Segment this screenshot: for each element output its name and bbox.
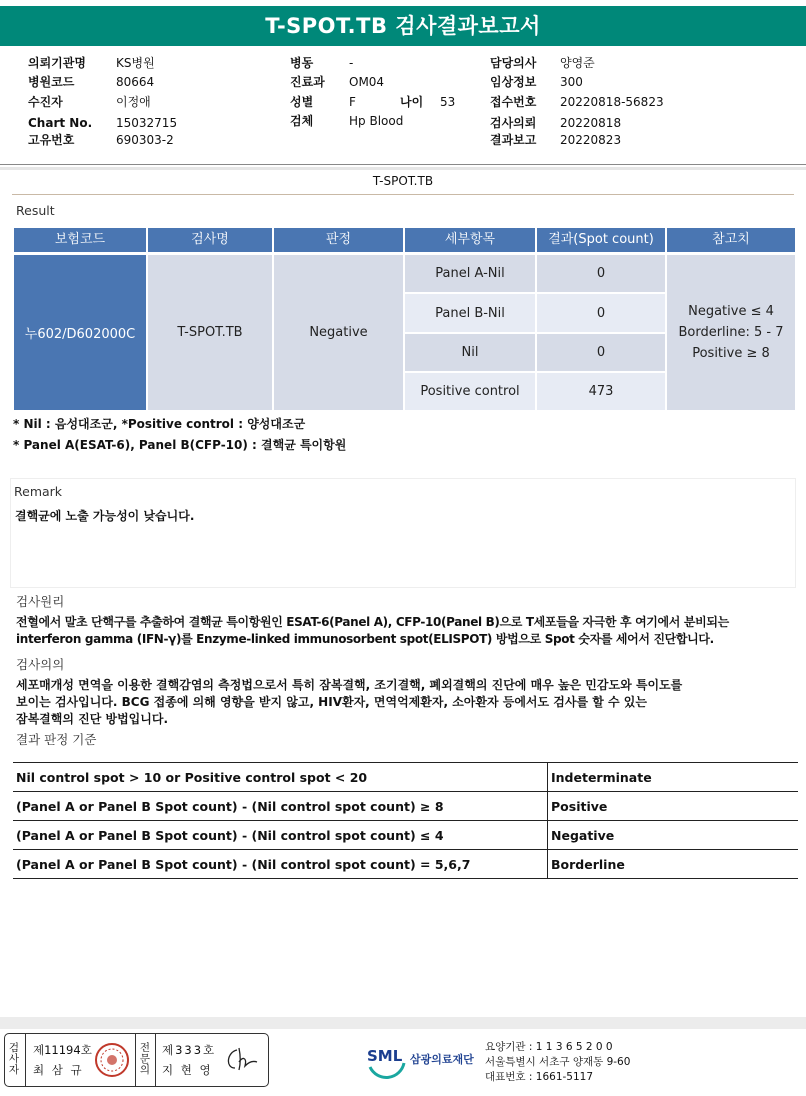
remark-box [10,478,796,588]
examiner-label [7,1043,21,1076]
examiner-seal-icon [94,1042,130,1078]
criteria-condition: (Panel A or Panel B Spot count) - (Nil control spot count) ≥ 8 [13,792,548,821]
logo-text: SML [367,1047,403,1065]
judgement-cell [274,255,403,410]
col-header-insurance-code: 보험코드 [14,228,146,252]
request-date-label: 검사의뢰 [490,116,537,130]
chart-no-value: 15032715 [116,116,178,130]
hospital-code-value: 80664 [116,75,155,89]
principle-line-1: 전혈에서 말초 단핵구를 추출하여 결핵균 특이항원인 ESAT-6(Panel A), CFP-10(Panel B)으로 T세포들을 자극한 후 여기에서 분비되는 [16,615,729,629]
signature-divider [155,1034,156,1086]
table-row [405,334,535,371]
table-row [537,373,665,410]
org-info-line-1: 요양기관 : 1 1 3 6 5 2 0 0 [485,1041,613,1053]
col-header-reference: 참고치 [667,228,795,252]
doctor-label: 담당의사 [490,56,537,70]
specimen-label: 검체 [290,114,314,128]
unique-no-label: 고유번호 [28,133,75,147]
table-row [405,294,535,332]
principle-label: 검사원리 [16,594,65,609]
table-row [405,373,535,410]
hospital-name-label: 의뢰기관명 [28,56,86,70]
significance-label: 검사의의 [16,657,65,672]
doctor-value: 양영준 [560,56,595,70]
judgement-value: Negative [309,325,368,340]
report-title: T-SPOT.TB 검사결과보고서 [0,6,806,46]
result-label: Result [16,203,55,218]
signature-divider [135,1034,136,1086]
criteria-table [13,762,798,879]
specimen-value: Hp Blood [349,114,404,128]
specialist-signature-icon [223,1044,263,1074]
report-date-value: 20220823 [560,133,622,147]
accession-no-value: 20220818-56823 [560,95,664,109]
examiner-label-text: 검사자 [8,1042,20,1076]
significance-text [16,677,682,728]
significance-line-1: 세포매개성 면역을 이용한 결핵감염의 측정법으로서 특히 잠복결핵, 조기결핵, 폐외결핵의 진단에 매우 높은 민감도와 특이도를 [16,678,683,692]
specialist-license: 제333호 [162,1043,217,1057]
request-date-value: 20220818 [560,116,622,130]
patient-label: 수진자 [28,95,63,109]
table-row [13,763,798,792]
sex-label: 성별 [290,95,314,109]
col-header-detail-item: 세부항목 [405,228,535,252]
clinical-info-label: 임상정보 [490,75,537,89]
significance-line-2: 보이는 검사입니다. BCG 접종에 의해 영향을 받지 않고, HIV환자, 면역억제환자, 소아환자 등에서도 검사를 할 수 있는 [16,695,647,709]
detail-item: Panel A-Nil [435,266,505,281]
age-label: 나이 [400,95,424,109]
org-info-line-2: 서울특별시 서초구 양재동 9-60 [485,1056,631,1068]
hospital-code-label: 병원코드 [28,75,75,89]
sex-value: F [349,95,356,109]
section-divider [12,194,794,195]
test-name-value: T-SPOT.TB [177,325,243,340]
table-row [537,294,665,332]
unique-no-value: 690303-2 [116,133,174,147]
age-value: 53 [440,95,456,109]
table-row [405,255,535,292]
test-name-cell [148,255,272,410]
clinical-info-value: 300 [560,75,583,89]
reference-positive: Positive ≥ 8 [692,346,770,361]
patient-value: 이정애 [116,95,151,109]
reference-cell [667,255,795,410]
insurance-code-value: 누602/D602000C [24,327,136,342]
org-info-line-3: 대표번호 : 1661-5117 [485,1071,594,1083]
note-nil: * Nil : 음성대조군, *Positive control : 양성대조군 [13,417,306,431]
accession-no-label: 접수번호 [490,95,537,109]
table-row [13,850,798,879]
principle-line-2: interferon gamma (IFN-γ)를 Enzyme-linked immunosorbent spot(ELISPOT) 방법으로 Spot 숫자를 세어서 진단합니다. [16,632,714,646]
examiner-name: 최 삼 규 [33,1063,84,1077]
specialist-label [138,1043,152,1076]
insurance-code-cell [14,255,146,410]
reference-negative: Negative ≤ 4 [688,304,774,319]
specialist-label-text: 전문의 [139,1042,151,1076]
criteria-condition: Nil control spot > 10 or Positive control spot < 20 [13,763,548,792]
sml-logo-icon [364,1037,408,1081]
footer-band [0,1017,806,1029]
department-value: OM04 [349,75,385,89]
criteria-condition: (Panel A or Panel B Spot count) - (Nil control spot count) = 5,6,7 [13,850,548,879]
spot-count: 0 [596,345,606,360]
criteria-condition: (Panel A or Panel B Spot count) - (Nil control spot count) ≤ 4 [13,821,548,850]
spot-count: 0 [596,266,606,281]
report-date-label: 결과보고 [490,133,537,147]
criteria-result: Borderline [548,850,799,879]
org-name: 삼광의료재단 [410,1053,474,1066]
detail-item: Positive control [420,384,520,399]
table-row [13,821,798,850]
remark-label: Remark [14,484,63,499]
spot-count: 473 [588,384,614,399]
col-header-test-name: 검사명 [148,228,272,252]
chart-no-label: Chart No. [28,116,93,130]
criteria-result: Indeterminate [548,763,799,792]
significance-line-3: 잠복결핵의 진단 방법입니다. [16,712,169,726]
principle-text [16,614,729,648]
criteria-result: Negative [548,821,799,850]
table-row [537,255,665,292]
header-divider [0,164,806,165]
criteria-result: Positive [548,792,799,821]
org-info [485,1040,630,1085]
ward-value: - [349,56,354,70]
col-header-judgement: 판정 [274,228,403,252]
section-title: T-SPOT.TB [372,174,434,188]
criteria-label: 결과 판정 기준 [16,732,97,747]
header-band [0,167,806,170]
spot-count: 0 [596,305,606,321]
ward-label: 병동 [290,56,314,70]
col-header-result: 결과(Spot count) [537,228,665,252]
reference-borderline: Borderline: 5 - 7 [678,325,784,340]
note-panels: * Panel A(ESAT-6), Panel B(CFP-10) : 결핵균 특이항원 [13,438,347,452]
department-label: 진료과 [290,75,325,89]
table-row [13,792,798,821]
hospital-name-value: KS병원 [116,56,155,70]
signature-box [4,1033,269,1087]
examiner-license: 제11194호 [33,1043,92,1057]
detail-item: Panel B-Nil [435,305,505,321]
detail-item: Nil [461,345,479,360]
signature-divider [25,1034,26,1086]
table-row [537,334,665,371]
remark-text: 결핵균에 노출 가능성이 낮습니다. [15,509,195,523]
specialist-name: 지 현 영 [162,1063,213,1077]
